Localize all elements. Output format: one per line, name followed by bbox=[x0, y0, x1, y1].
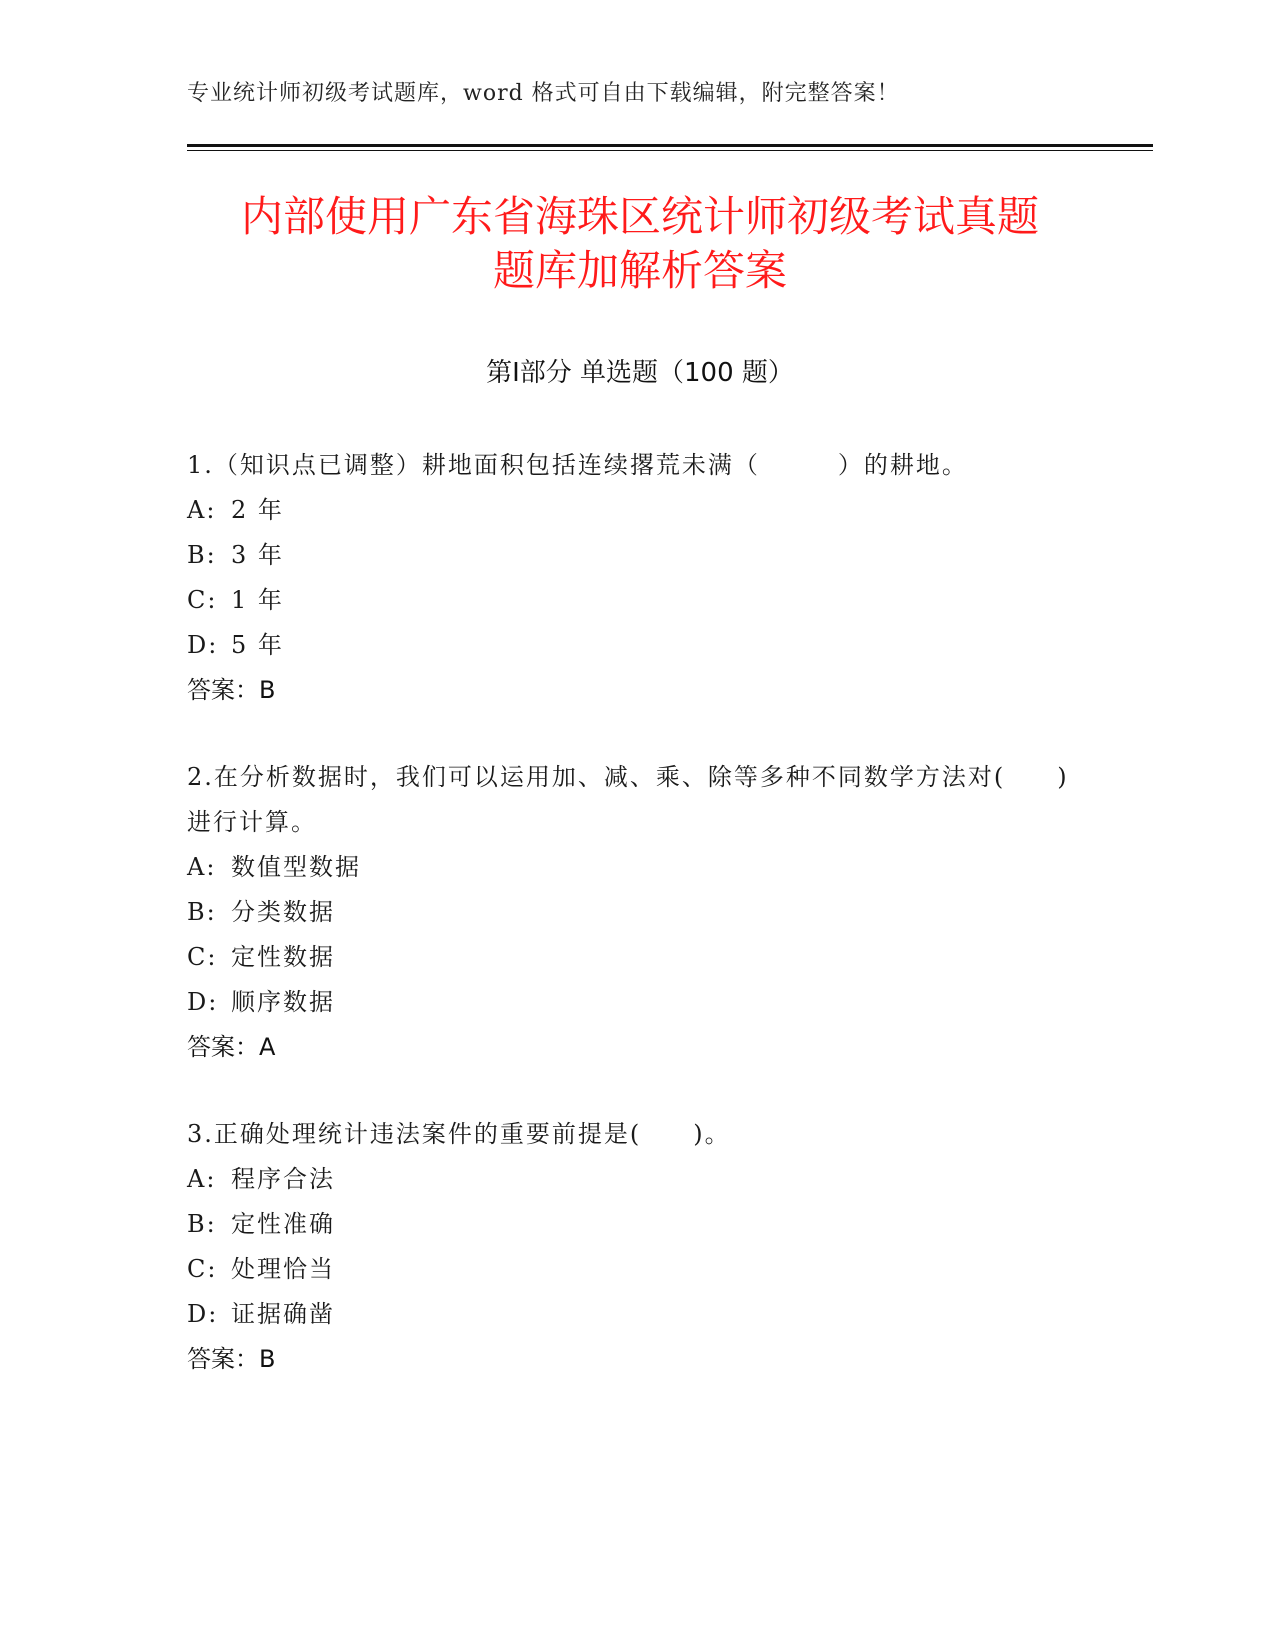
answer-label: 答案： bbox=[187, 1345, 259, 1373]
option-text: 处理恰当 bbox=[231, 1255, 335, 1283]
option-text: 程序合法 bbox=[231, 1165, 335, 1193]
question-list bbox=[187, 443, 1087, 1424]
option-key: C: bbox=[187, 1255, 218, 1283]
answer-value: A bbox=[259, 1033, 276, 1061]
option-b bbox=[187, 1202, 1087, 1247]
option-c bbox=[187, 1247, 1087, 1292]
option-d bbox=[187, 623, 1087, 668]
section-title: 第Ⅰ部分 单选题（100 题） bbox=[486, 358, 794, 388]
option-b bbox=[187, 890, 1087, 935]
answer-value: B bbox=[259, 1345, 276, 1373]
answer-value: B bbox=[259, 676, 276, 704]
answer-label: 答案： bbox=[187, 676, 259, 704]
document-title-line-1: 内部使用广东省海珠区统计师初级考试真题 bbox=[240, 192, 1039, 241]
question-1 bbox=[187, 443, 1087, 713]
header-divider-thin bbox=[187, 150, 1153, 151]
option-text: 3 年 bbox=[231, 541, 284, 569]
option-key: D: bbox=[187, 1300, 219, 1328]
option-key: B: bbox=[187, 541, 217, 569]
option-c bbox=[187, 935, 1087, 980]
option-a bbox=[187, 845, 1087, 890]
option-a bbox=[187, 1157, 1087, 1202]
option-text: 5 年 bbox=[231, 631, 284, 659]
option-text: 数值型数据 bbox=[231, 853, 361, 881]
question-3 bbox=[187, 1112, 1087, 1382]
question-stem: 1.（知识点已调整）耕地面积包括连续撂荒未满（ ）的耕地。 bbox=[187, 451, 968, 479]
option-text: 顺序数据 bbox=[231, 988, 335, 1016]
option-text: 2 年 bbox=[231, 496, 284, 524]
option-key: A: bbox=[187, 1165, 217, 1193]
header-note: 专业统计师初级考试题库，word 格式可自由下载编辑，附完整答案！ bbox=[187, 81, 900, 106]
option-d bbox=[187, 1292, 1087, 1337]
option-c bbox=[187, 578, 1087, 623]
answer-line bbox=[187, 668, 1087, 713]
question-stem: 3.正确处理统计违法案件的重要前提是( )。 bbox=[187, 1120, 731, 1148]
document-title-line-2: 题库加解析答案 bbox=[492, 246, 787, 295]
answer-line bbox=[187, 1337, 1087, 1382]
option-text: 分类数据 bbox=[231, 898, 335, 926]
option-text: 定性数据 bbox=[231, 943, 335, 971]
question-2 bbox=[187, 755, 1087, 1070]
question-stem: 2.在分析数据时，我们可以运用加、减、乘、除等多种不同数学方法对( )进行计算。 bbox=[187, 763, 1069, 836]
option-key: A: bbox=[187, 496, 217, 524]
option-text: 证据确凿 bbox=[231, 1300, 335, 1328]
option-key: D: bbox=[187, 988, 219, 1016]
option-key: A: bbox=[187, 853, 217, 881]
option-key: C: bbox=[187, 943, 218, 971]
option-key: C: bbox=[187, 586, 218, 614]
answer-label: 答案： bbox=[187, 1033, 259, 1061]
option-b bbox=[187, 533, 1087, 578]
option-a bbox=[187, 488, 1087, 533]
document-title bbox=[160, 190, 1120, 298]
option-key: B: bbox=[187, 898, 217, 926]
answer-line bbox=[187, 1025, 1087, 1070]
option-text: 定性准确 bbox=[231, 1210, 335, 1238]
option-text: 1 年 bbox=[231, 586, 284, 614]
option-d bbox=[187, 980, 1087, 1025]
option-key: B: bbox=[187, 1210, 217, 1238]
option-key: D: bbox=[187, 631, 219, 659]
